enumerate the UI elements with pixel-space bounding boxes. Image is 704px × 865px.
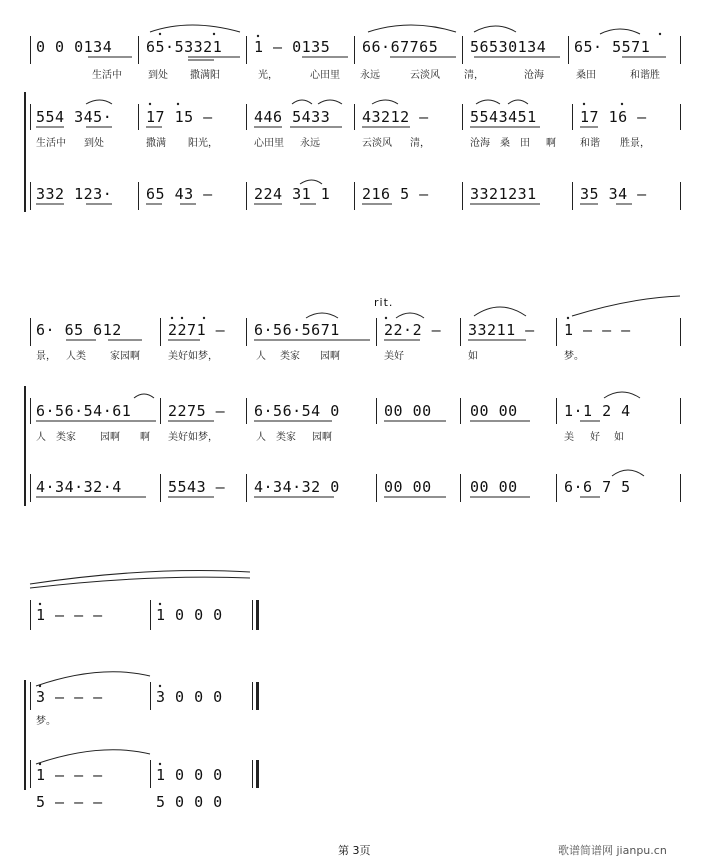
final-barline — [256, 760, 259, 788]
barline — [460, 318, 461, 346]
slur — [508, 100, 528, 104]
measure: 1 – 0135 — [254, 38, 331, 56]
measure: 1·1 2 4 — [564, 402, 631, 420]
lyric: 人 — [256, 432, 266, 443]
measure: 4·34·32·4 — [36, 478, 122, 496]
measure: 3321231 — [470, 185, 537, 203]
barline — [138, 182, 139, 210]
barline — [246, 474, 247, 502]
final-barline — [256, 682, 259, 710]
measure: 6·6 7 5 — [564, 478, 631, 496]
lyric: 啊 — [546, 138, 556, 149]
barline — [252, 682, 253, 710]
lyric: 云淡风 — [362, 138, 392, 149]
measure: 1 0 0 0 — [156, 606, 223, 624]
slur — [368, 25, 456, 32]
barline — [568, 36, 569, 64]
lyric: 生活中 — [92, 70, 122, 81]
watermark-text: 歌谱简谱网 jianpu.cn — [558, 844, 667, 857]
lyric: 好 — [590, 432, 600, 443]
measure: 00 00 — [470, 478, 518, 496]
measure: 5543451 — [470, 108, 537, 126]
slur — [600, 29, 640, 34]
barline — [572, 104, 573, 130]
lyric: 园啊 — [312, 432, 332, 443]
lyric: 桑 — [500, 138, 510, 149]
measure: 554 345· — [36, 108, 113, 126]
slur — [150, 25, 240, 32]
barline — [572, 182, 573, 210]
measure: 00 00 — [384, 402, 432, 420]
system-3-part-3-notes — [0, 766, 704, 788]
measure: 1 – – – — [564, 321, 631, 339]
system-bracket — [24, 680, 26, 790]
lyric: 类家 — [280, 351, 300, 362]
barline — [556, 398, 557, 424]
measure: 2275 – — [168, 402, 226, 420]
barline — [354, 36, 355, 64]
slur — [476, 100, 500, 104]
slur — [30, 577, 250, 588]
system-2-part-2-notes — [0, 402, 704, 424]
system-bracket — [24, 386, 26, 506]
measure: 6· 65 612 — [36, 321, 122, 339]
barline — [680, 318, 681, 346]
lyric: 心田里 — [310, 70, 340, 81]
slur — [30, 571, 250, 585]
measure: 1 0 0 0 — [156, 766, 223, 784]
lyric: 云淡风 — [410, 70, 440, 81]
barline — [462, 104, 463, 130]
system-2-part-1-lyrics — [0, 347, 704, 369]
measure: 446 5433 — [254, 108, 331, 126]
barline — [30, 398, 31, 424]
measure: 5 0 0 0 — [156, 793, 223, 811]
system-3-part-2-lyrics — [0, 712, 704, 734]
measure: 2271 – — [168, 321, 226, 339]
measure: 65· 5571 — [574, 38, 651, 56]
barline — [680, 182, 681, 210]
measure: 216 5 – — [362, 185, 429, 203]
final-barline — [256, 600, 259, 630]
lyric: 园啊 — [320, 351, 340, 362]
measure: 66·67765 — [362, 38, 439, 56]
measure: 43212 – — [362, 108, 429, 126]
measure: 35 34 – — [580, 185, 647, 203]
barline — [30, 760, 31, 788]
lyric: 类家 — [56, 432, 76, 443]
slur — [572, 296, 680, 316]
measure: 65 43 – — [146, 185, 213, 203]
barline — [354, 104, 355, 130]
lyric: 到处 — [84, 138, 104, 149]
barline — [246, 318, 247, 346]
barline — [138, 36, 139, 64]
measure: 1 – – – — [36, 766, 103, 784]
measure: 1 – – – — [36, 606, 103, 624]
measure: 3 0 0 0 — [156, 688, 223, 706]
lyric: 景， — [36, 351, 56, 362]
measure: 5 — — — — [36, 793, 103, 811]
barline — [556, 474, 557, 502]
barline — [376, 474, 377, 502]
measure: 00 00 — [384, 478, 432, 496]
lyric: 美好如梦， — [168, 432, 218, 443]
lyric: 撒满 — [146, 138, 166, 149]
system-3-part-4-notes — [0, 793, 704, 815]
lyric: 永远 — [360, 70, 380, 81]
lyric: 和谐胜 — [630, 70, 660, 81]
slur — [612, 470, 644, 476]
system-3-part-2-notes — [0, 688, 704, 710]
slur — [318, 100, 342, 104]
barline — [150, 760, 151, 788]
slur — [134, 394, 154, 398]
barline — [680, 36, 681, 64]
barline — [160, 474, 161, 502]
barline — [30, 600, 31, 630]
measure: 65·53321 — [146, 38, 223, 56]
lyric: 生活中 — [36, 138, 66, 149]
barline — [252, 760, 253, 788]
measure: 00 00 — [470, 402, 518, 420]
lyric: 美好如梦， — [168, 351, 218, 362]
lyric: 和谐 — [580, 138, 600, 149]
barline — [30, 318, 31, 346]
lyric: 阳光， — [188, 138, 218, 149]
barline — [680, 398, 681, 424]
barline — [30, 182, 31, 210]
barline — [376, 318, 377, 346]
lyric: 人类 — [66, 351, 86, 362]
barline — [160, 398, 161, 424]
barline — [150, 600, 151, 630]
barline — [246, 398, 247, 424]
slur — [300, 180, 322, 184]
barline — [246, 36, 247, 64]
barline — [462, 182, 463, 210]
system-2-part-2-lyrics — [0, 428, 704, 450]
barline — [462, 36, 463, 64]
lyric: 田 — [520, 138, 530, 149]
barline — [680, 104, 681, 130]
measure: 5543 – — [168, 478, 226, 496]
barline — [30, 36, 31, 64]
lyric: 到处 — [148, 70, 168, 81]
barline — [460, 398, 461, 424]
measure: 17 15 – — [146, 108, 213, 126]
system-bracket — [24, 92, 26, 212]
lyric: 人 — [36, 432, 46, 443]
system-1-part-1-notes — [0, 38, 704, 60]
barline — [246, 104, 247, 130]
lyric: 清， — [464, 70, 484, 81]
slur — [36, 672, 150, 686]
lyric: 如 — [468, 351, 478, 362]
barline — [150, 682, 151, 710]
barline — [30, 104, 31, 130]
system-1-part-3-notes — [0, 185, 704, 207]
barline — [376, 398, 377, 424]
lyric: 沧海 — [524, 70, 544, 81]
lyric: 园啊 — [100, 432, 120, 443]
system-1-part-1-lyrics — [0, 66, 704, 88]
lyric: 光， — [258, 70, 278, 81]
lyric: 永远 — [300, 138, 320, 149]
system-1-part-2-lyrics — [0, 134, 704, 156]
slur — [372, 100, 398, 104]
measure: 224 31 1 — [254, 185, 331, 203]
lyric: 撒满阳 — [190, 70, 220, 81]
system-1-part-2-notes — [0, 108, 704, 130]
lyric: 类家 — [276, 432, 296, 443]
lyric: 啊 — [140, 432, 150, 443]
barline — [680, 474, 681, 502]
slur — [306, 313, 338, 318]
measure: 17 16 – — [580, 108, 647, 126]
barline — [30, 682, 31, 710]
lyric: 沧海 — [470, 138, 490, 149]
lyric: 梦。 — [564, 351, 584, 362]
measure: 6·56·54 0 — [254, 402, 340, 420]
system-2-part-1-notes — [0, 321, 704, 343]
lyric: 桑田 — [576, 70, 596, 81]
slur — [86, 100, 112, 104]
lyric: 清， — [410, 138, 430, 149]
barline — [460, 474, 461, 502]
lyric: 如 — [614, 432, 624, 443]
barline — [30, 474, 31, 502]
slur — [396, 313, 424, 318]
barline — [246, 182, 247, 210]
measure: 4·34·32 0 — [254, 478, 340, 496]
barline — [556, 318, 557, 346]
lyric: 梦。 — [36, 716, 56, 727]
barline — [160, 318, 161, 346]
rit-marking: rit. — [374, 296, 394, 309]
slur — [292, 100, 312, 104]
lyric: 美 — [564, 432, 574, 443]
lyric: 人 — [256, 351, 266, 362]
slur — [36, 750, 150, 764]
measure: 0 0 0134 — [36, 38, 113, 56]
slur — [474, 26, 516, 32]
system-3-part-1-notes — [0, 606, 704, 628]
lyric: 美好 — [384, 351, 404, 362]
slur — [474, 307, 526, 316]
barline — [138, 104, 139, 130]
page-number: 第 3页 — [338, 844, 371, 857]
lyric: 胜景， — [620, 138, 650, 149]
slur — [604, 392, 640, 398]
barline — [354, 182, 355, 210]
measure: 6·56·5671 — [254, 321, 340, 339]
system-2-part-3-notes — [0, 478, 704, 500]
measure: 22·2 – — [384, 321, 442, 339]
measure: 6·56·54·61 — [36, 402, 132, 420]
lyric: 心田里 — [254, 138, 284, 149]
measure: 3 – – – — [36, 688, 103, 706]
measure: 332 123· — [36, 185, 113, 203]
barline — [252, 600, 253, 630]
measure: 56530134 — [470, 38, 547, 56]
lyric: 家园啊 — [110, 351, 140, 362]
measure: 33211 – — [468, 321, 535, 339]
